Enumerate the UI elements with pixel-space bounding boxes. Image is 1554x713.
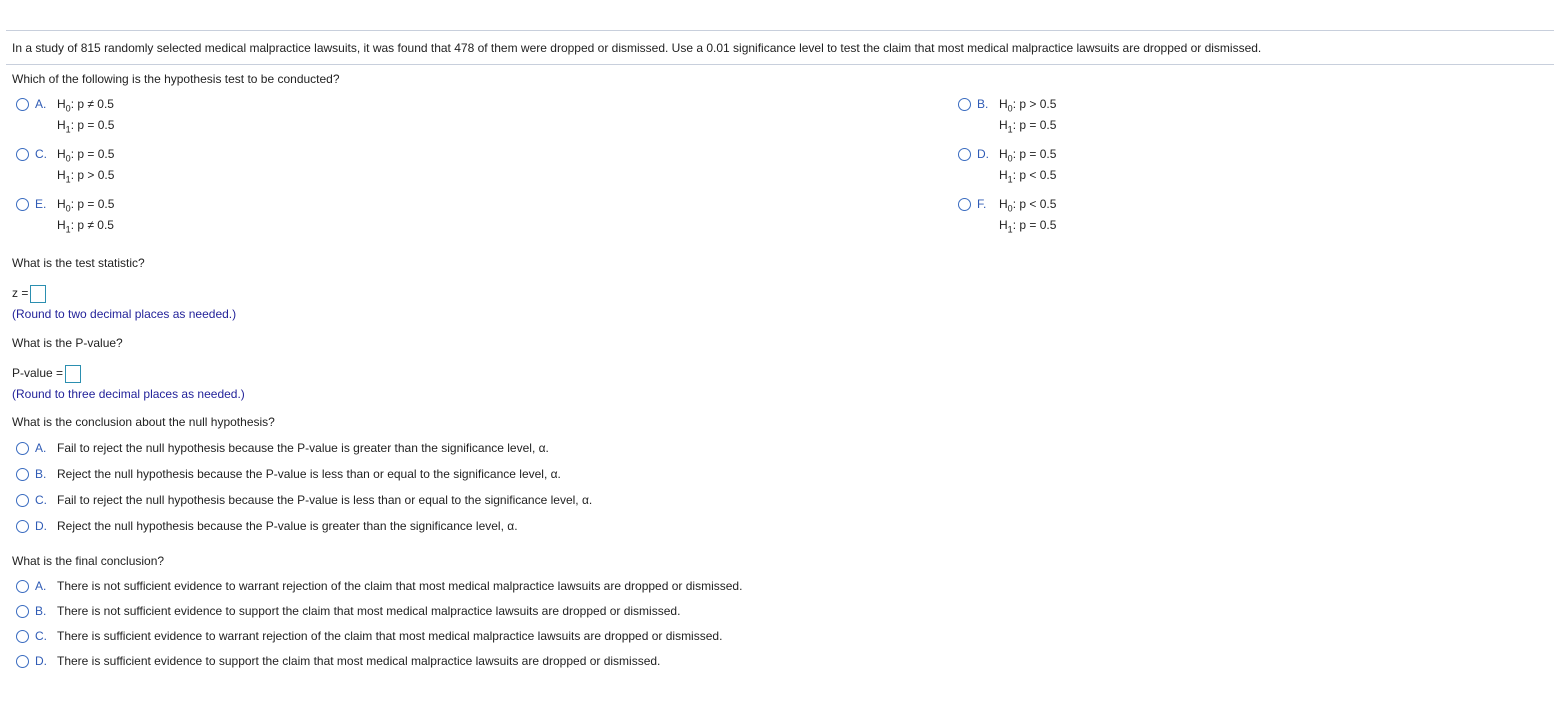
h1: p > 0.5 xyxy=(77,168,115,182)
hypothesis-option-e[interactable] xyxy=(16,197,114,239)
h0: p = 0.5 xyxy=(77,147,115,161)
p-value-label: P-value = xyxy=(12,366,64,381)
z-row xyxy=(12,285,46,303)
radio-button[interactable] xyxy=(16,442,29,455)
option-letter: B. xyxy=(35,467,47,481)
p-value-row xyxy=(12,365,81,383)
option-text: Reject the null hypothesis because the P-value is greater than the significance level, α. xyxy=(57,519,518,533)
divider xyxy=(6,30,1554,31)
q5-option-d[interactable] xyxy=(16,654,660,668)
radio-button[interactable] xyxy=(16,655,29,668)
option-text: There is sufficient evidence to warrant rejection of the claim that most medical malpractice lawsuits are dropped or dismissed. xyxy=(57,629,723,643)
q4-option-b[interactable] xyxy=(16,467,561,481)
hypothesis-option-d[interactable] xyxy=(958,147,1056,189)
option-text: Fail to reject the null hypothesis because the P-value is greater than the significance level, α. xyxy=(57,441,549,455)
h0-line: $H_0$: p ≠ 0.5 xyxy=(57,97,114,114)
q5-option-a[interactable] xyxy=(16,579,742,593)
option-letter: D. xyxy=(977,147,989,161)
z-hint: (Round to two decimal places as needed.) xyxy=(12,307,237,321)
radio-button[interactable] xyxy=(958,98,971,111)
p-value-question: What is the P-value? xyxy=(12,336,123,350)
h0-line: $H_0$: p = 0.5 xyxy=(57,197,115,214)
radio-button[interactable] xyxy=(16,468,29,481)
option-letter: A. xyxy=(35,579,47,593)
h0-line: $H_0$: p = 0.5 xyxy=(999,147,1057,164)
z-label: z = xyxy=(12,286,29,301)
hypothesis-option-c[interactable] xyxy=(16,147,114,189)
option-letter: C. xyxy=(35,147,47,161)
h0: p = 0.5 xyxy=(1019,147,1057,161)
option-letter: F. xyxy=(977,197,987,211)
h1: p = 0.5 xyxy=(77,118,115,132)
radio-button[interactable] xyxy=(16,520,29,533)
hypothesis-pair xyxy=(999,197,1056,239)
p-value-hint: (Round to three decimal places as needed.) xyxy=(12,387,245,401)
radio-button[interactable] xyxy=(16,494,29,507)
hypothesis-pair xyxy=(999,147,1056,189)
option-text: There is not sufficient evidence to support the claim that most medical malpractice lawsuits are dropped or dismissed. xyxy=(57,604,681,618)
h1: p = 0.5 xyxy=(1019,118,1057,132)
q5-option-b[interactable] xyxy=(16,604,680,618)
hypothesis-pair xyxy=(999,97,1056,139)
hypothesis-option-f[interactable] xyxy=(958,197,1056,239)
radio-button[interactable] xyxy=(16,630,29,643)
q4-option-d[interactable] xyxy=(16,519,518,533)
option-text: There is not sufficient evidence to warrant rejection of the claim that most medical malpractice lawsuits are dropped or dismissed. xyxy=(57,579,743,593)
h0: p = 0.5 xyxy=(77,197,115,211)
radio-button[interactable] xyxy=(16,148,29,161)
h1-line: $H_1$: p > 0.5 xyxy=(57,168,115,185)
radio-button[interactable] xyxy=(16,198,29,211)
hypothesis-option-b[interactable] xyxy=(958,97,1056,139)
h1-line: $H_1$: p ≠ 0.5 xyxy=(57,218,114,235)
h0-line: $H_0$: p < 0.5 xyxy=(999,197,1057,214)
hypothesis-pair xyxy=(57,147,114,189)
h0-line: $H_0$: p > 0.5 xyxy=(999,97,1057,114)
option-letter: C. xyxy=(35,493,47,507)
radio-button[interactable] xyxy=(958,148,971,161)
final-conclusion-question: What is the final conclusion? xyxy=(12,554,165,568)
q4-option-a[interactable] xyxy=(16,441,549,455)
h1: p = 0.5 xyxy=(1019,218,1057,232)
h0: p < 0.5 xyxy=(1019,197,1057,211)
option-letter: A. xyxy=(35,441,47,455)
problem-statement: In a study of 815 randomly selected medical malpractice lawsuits, it was found that 478 of them were dropped or dismissed. Use a 0.01 significance level to test the claim that most medical malpractice lawsuits are dropped or dismissed. xyxy=(12,41,1262,55)
h0: p ≠ 0.5 xyxy=(77,97,114,111)
hypothesis-pair xyxy=(57,97,114,139)
radio-button[interactable] xyxy=(16,98,29,111)
h1-line: $H_1$: p = 0.5 xyxy=(999,218,1057,235)
option-letter: A. xyxy=(35,97,47,111)
test-statistic-question: What is the test statistic? xyxy=(12,256,145,270)
h0-line: $H_0$: p = 0.5 xyxy=(57,147,115,164)
q5-option-c[interactable] xyxy=(16,629,722,643)
z-input[interactable] xyxy=(30,285,46,303)
h1-line: $H_1$: p = 0.5 xyxy=(999,118,1057,135)
option-letter: D. xyxy=(35,654,47,668)
q4-option-c[interactable] xyxy=(16,493,592,507)
hypothesis-pair xyxy=(57,197,114,239)
option-text: Fail to reject the null hypothesis because the P-value is less than or equal to the significance level, α. xyxy=(57,493,593,507)
h0: p > 0.5 xyxy=(1019,97,1057,111)
option-text: There is sufficient evidence to support the claim that most medical malpractice lawsuits are dropped or dismissed. xyxy=(57,654,661,668)
option-letter: B. xyxy=(35,604,47,618)
divider xyxy=(6,64,1554,65)
option-letter: E. xyxy=(35,197,47,211)
p-value-input[interactable] xyxy=(65,365,81,383)
radio-button[interactable] xyxy=(16,605,29,618)
radio-button[interactable] xyxy=(958,198,971,211)
hypothesis-option-a[interactable] xyxy=(16,97,114,139)
option-letter: D. xyxy=(35,519,47,533)
null-conclusion-question: What is the conclusion about the null hypothesis? xyxy=(12,415,275,429)
h1-line: $H_1$: p < 0.5 xyxy=(999,168,1057,185)
h1: p ≠ 0.5 xyxy=(77,218,114,232)
hypothesis-question: Which of the following is the hypothesis test to be conducted? xyxy=(12,72,340,86)
option-letter: B. xyxy=(977,97,989,111)
h1-line: $H_1$: p = 0.5 xyxy=(57,118,115,135)
h1: p < 0.5 xyxy=(1019,168,1057,182)
option-text: Reject the null hypothesis because the P-value is less than or equal to the significance level, α. xyxy=(57,467,561,481)
radio-button[interactable] xyxy=(16,580,29,593)
option-letter: C. xyxy=(35,629,47,643)
